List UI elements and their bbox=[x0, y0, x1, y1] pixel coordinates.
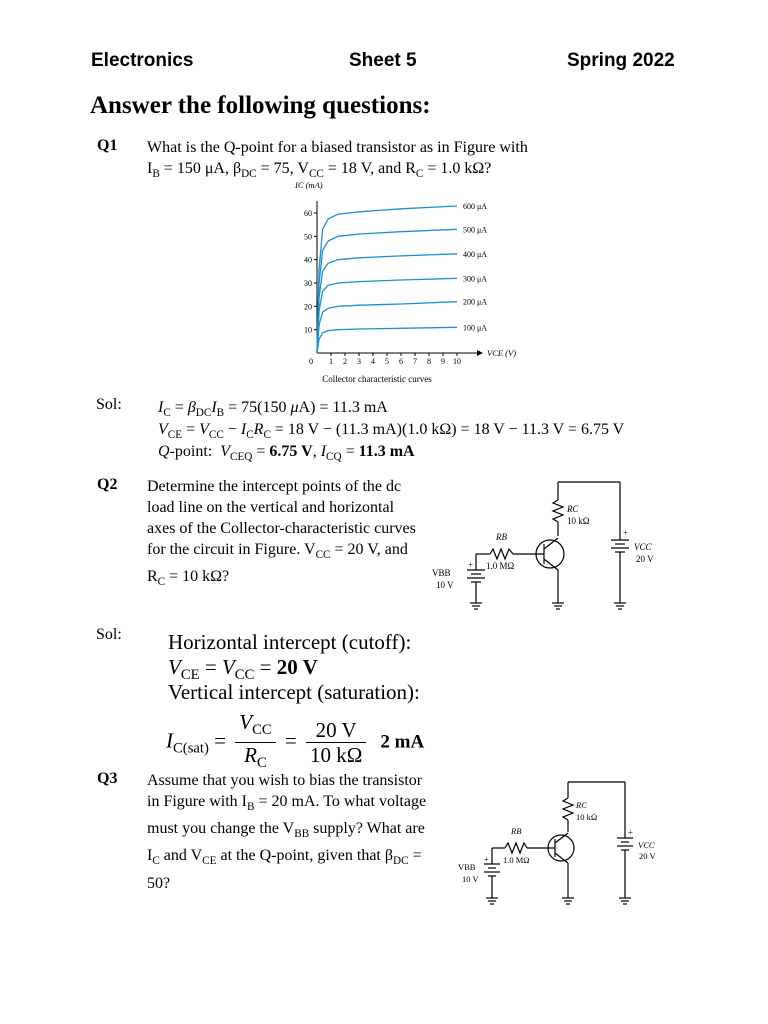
curve-label: 100 μA bbox=[463, 323, 488, 333]
course-title: Electronics bbox=[91, 50, 194, 71]
q3-vcc-value: 20 V bbox=[639, 851, 656, 861]
q2-sol-line2: $V_{CE} = V_{CC} = 20$ V bbox=[168, 655, 318, 684]
q2-text: Determine the intercept points of the dc load line on the vertical and horizontal axes of the Collector-characteristic curves for the circuit in Figure. $V_{CC} = 20$ V, and $R_C = 10$ kΩ? bbox=[147, 478, 416, 589]
x-tick-label: 6 bbox=[399, 357, 403, 366]
q1-sol-line1: $I_C = \beta_{DC}I_B = 75(150$ μA) = 11.3 mA bbox=[158, 399, 388, 420]
q2-sol-line3: Vertical intercept (saturation): bbox=[168, 680, 420, 704]
chart-caption: Collector characteristic curves bbox=[322, 374, 432, 384]
q3-rc-label: RC bbox=[576, 800, 587, 810]
q3-label: Q3 bbox=[97, 770, 118, 787]
q2-sol-line1: Horizontal intercept (cutoff): bbox=[168, 630, 412, 654]
term-label: Spring 2022 bbox=[567, 50, 675, 71]
q1-sol-line3: Q-point: $V_{CEQ} = 6.75$ V, $I_{CQ} = 11.3$ mA bbox=[158, 443, 415, 464]
q3-vcc-plus: + bbox=[628, 827, 633, 837]
vcc-plus: + bbox=[623, 528, 629, 538]
x-tick-label: 10 bbox=[453, 357, 461, 366]
x-tick-label: 7 bbox=[413, 357, 417, 366]
q3-rc-value: 10 kΩ bbox=[576, 812, 598, 822]
q3-rb-label: RB bbox=[511, 826, 522, 836]
curve-ib-4 bbox=[317, 254, 457, 353]
vcc-label: VCC bbox=[634, 542, 652, 552]
sheet-number: Sheet 5 bbox=[349, 50, 417, 71]
curve-label: 500 μA bbox=[463, 225, 488, 235]
curve-ib-5 bbox=[317, 229, 457, 353]
q2-sol-label: Sol: bbox=[96, 626, 122, 643]
rc-label: RC bbox=[567, 504, 579, 514]
curve-label: 300 μA bbox=[463, 274, 488, 284]
x-tick-label: 4 bbox=[371, 357, 375, 366]
q3-vbb-label: VBB bbox=[458, 862, 476, 872]
q1-label: Q1 bbox=[97, 137, 118, 154]
curve-label: 400 μA bbox=[463, 249, 488, 259]
x-tick-label: 0 bbox=[309, 357, 313, 366]
x-tick-label: 3 bbox=[357, 357, 361, 366]
x-tick-label: 8 bbox=[427, 357, 431, 366]
x-axis-arrow bbox=[477, 350, 483, 356]
vcc-value: 20 V bbox=[636, 554, 654, 564]
y-tick-label: 60 bbox=[304, 209, 312, 218]
q2-circuit-diagram bbox=[430, 478, 670, 613]
curve-label: 200 μA bbox=[463, 297, 488, 307]
x-tick-label: 1 bbox=[329, 357, 333, 366]
y-axis-label: IC (mA) bbox=[295, 180, 323, 190]
q3-text: Assume that you wish to bias the transistor in Figure with $I_B = 20$ mA. To what voltage must you change the $V_{BB}$ supply? What are $I_C$ and $V_{CE}$ at the Q-point, given that $\beta_{DC} = 50$? bbox=[147, 772, 427, 892]
q3-rb-value: 1.0 MΩ bbox=[503, 855, 530, 865]
x-axis-label: VCE (V) bbox=[487, 348, 517, 358]
q3-circuit-diagram bbox=[455, 778, 670, 913]
curve-ib-3 bbox=[317, 278, 457, 353]
curve-label: 600 μA bbox=[463, 202, 488, 211]
y-tick-label: 20 bbox=[304, 302, 312, 312]
y-tick-label: 50 bbox=[304, 232, 312, 242]
vbb-value: 10 V bbox=[436, 580, 454, 590]
collector-characteristic-chart bbox=[285, 175, 535, 390]
y-tick-label: 10 bbox=[304, 325, 312, 335]
rb-value: 1.0 MΩ bbox=[486, 561, 515, 571]
q3-vbb-plus: + bbox=[484, 854, 489, 864]
x-tick-label: 2 bbox=[343, 357, 347, 366]
q2-label: Q2 bbox=[97, 476, 118, 493]
q1-sol-label: Sol: bbox=[96, 396, 122, 413]
q3-vcc-label: VCC bbox=[638, 840, 655, 850]
y-tick-label: 30 bbox=[304, 279, 312, 288]
x-tick-label: 9 bbox=[441, 357, 445, 366]
rb-label: RB bbox=[496, 532, 507, 542]
q1-text-line2: $I_B = 150$ μA, $\beta_{DC} = 75$, $V_{CC} = 18$ V, and $R_C = 1.0$ kΩ? bbox=[147, 160, 492, 181]
vbb-plus: + bbox=[468, 560, 474, 570]
y-tick-label: 40 bbox=[304, 255, 312, 265]
q1-text-line1: What is the Q-point for a biased transistor as in Figure with bbox=[147, 139, 528, 156]
q3-vbb-value: 10 V bbox=[462, 874, 479, 884]
q2-sol-formula: $I_{C(sat)}$ = $\frac{V_{CC}}{R_C}$ = $\frac{20 V}{10 k\Omega}$ 2 mA bbox=[166, 710, 425, 772]
page-title: Answer the following questions: bbox=[90, 92, 431, 119]
vbb-label: VBB bbox=[432, 568, 451, 578]
q1-sol-line2: $V_{CE} = V_{CC} - I_CR_C = 18$ V − (11.3 mA)(1.0 kΩ) = 18 V − 11.3 V = 6.75 V bbox=[158, 421, 625, 442]
curve-ib-1 bbox=[317, 327, 457, 353]
x-tick-label: 5 bbox=[385, 357, 389, 366]
rc-value: 10 kΩ bbox=[567, 516, 590, 526]
